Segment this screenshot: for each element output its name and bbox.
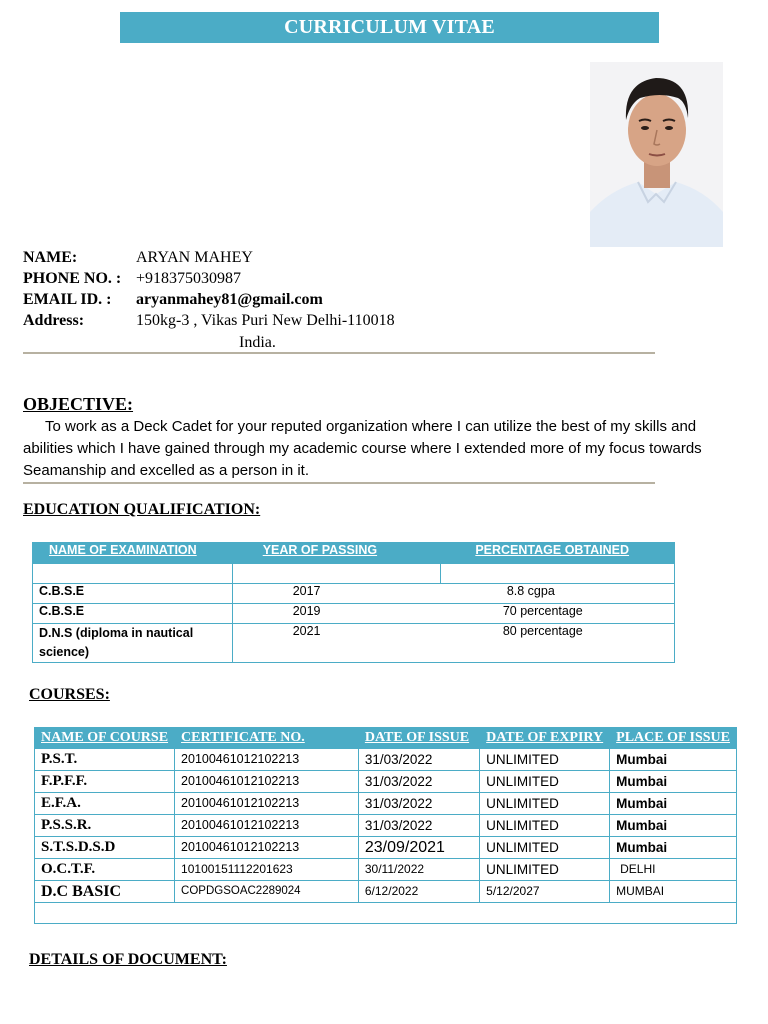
- divider: [23, 352, 655, 354]
- cv-title-banner: CURRICULUM VITAE: [120, 12, 659, 43]
- table-row: [33, 584, 675, 604]
- table-row: [35, 793, 737, 815]
- education-header-row: [33, 543, 675, 564]
- table-row: [35, 815, 737, 837]
- place-cell: Mumbai: [610, 749, 737, 771]
- expiry-date-cell: UNLIMITED: [480, 837, 610, 859]
- course-name-cell: E.F.A.: [35, 793, 175, 815]
- column-header-certificate: CERTIFICATE NO.: [175, 728, 359, 749]
- table-row: [35, 749, 737, 771]
- column-header-issue-date: DATE OF ISSUE: [358, 728, 479, 749]
- certificate-cell: 20100461012102213: [175, 793, 359, 815]
- course-name-cell: D.C BASIC: [35, 881, 175, 903]
- issue-date-cell: 31/03/2022: [358, 815, 479, 837]
- table-row: [33, 564, 675, 584]
- course-name-cell: S.T.S.D.S.D: [35, 837, 175, 859]
- education-table: [32, 542, 675, 663]
- percentage-cell: 80 percentage: [441, 624, 675, 663]
- person-photo-illustration: [590, 62, 723, 247]
- exam-cell: D.N.S (diploma in nautical science): [33, 624, 233, 663]
- divider: [23, 482, 655, 484]
- place-cell: Mumbai: [610, 815, 737, 837]
- course-name-cell: P.S.S.R.: [35, 815, 175, 837]
- certificate-cell: 20100461012102213: [175, 749, 359, 771]
- table-cell: [33, 564, 233, 584]
- column-header-year: YEAR OF PASSING: [232, 543, 441, 564]
- address-line-2: India.: [239, 334, 276, 351]
- place-cell: MUMBAI: [610, 881, 737, 903]
- table-row: [35, 771, 737, 793]
- personal-info: [23, 247, 483, 357]
- column-header-exam: NAME OF EXAMINATION: [33, 543, 233, 564]
- objective-heading: OBJECTIVE:: [23, 394, 134, 414]
- certificate-cell: COPDGSOAC2289024: [175, 881, 359, 903]
- year-cell: 2017: [232, 584, 441, 604]
- name-label: NAME:: [23, 249, 78, 266]
- phone-value: +918375030987: [136, 270, 242, 287]
- table-row: [33, 604, 675, 624]
- table-row: [35, 837, 737, 859]
- course-name-cell: P.S.T.: [35, 749, 175, 771]
- courses-header-row: [35, 728, 737, 749]
- course-name-cell: F.P.F.F.: [35, 771, 175, 793]
- table-row: [35, 903, 737, 924]
- table-row: [35, 859, 737, 881]
- percentage-cell: 8.8 cgpa: [441, 584, 675, 604]
- issue-date-cell: 31/03/2022: [358, 793, 479, 815]
- column-header-percentage: PERCENTAGE OBTAINED: [441, 543, 675, 564]
- issue-date-cell: 23/09/2021: [358, 837, 479, 859]
- exam-cell: C.B.S.E: [33, 584, 233, 604]
- place-cell: Mumbai: [610, 837, 737, 859]
- column-header-place: PLACE OF ISSUE: [610, 728, 737, 749]
- percentage-cell: 70 percentage: [441, 604, 675, 624]
- course-name-cell: O.C.T.F.: [35, 859, 175, 881]
- table-row: [35, 881, 737, 903]
- year-cell: 2021: [232, 624, 441, 663]
- education-heading: EDUCATION QUALIFICATION:: [23, 501, 261, 518]
- courses-table: [34, 727, 737, 924]
- issue-date-cell: 30/11/2022: [358, 859, 479, 881]
- issue-date-cell: 31/03/2022: [358, 771, 479, 793]
- expiry-date-cell: 5/12/2027: [480, 881, 610, 903]
- courses-heading: COURSES:: [29, 686, 110, 703]
- name-value: ARYAN MAHEY: [136, 249, 253, 266]
- table-cell: [441, 564, 675, 584]
- expiry-date-cell: UNLIMITED: [480, 859, 610, 881]
- expiry-date-cell: UNLIMITED: [480, 771, 610, 793]
- table-row: [33, 624, 675, 663]
- objective-text: [23, 416, 735, 482]
- place-cell: Mumbai: [610, 793, 737, 815]
- table-cell: [232, 564, 441, 584]
- certificate-cell: 20100461012102213: [175, 771, 359, 793]
- place-cell: Mumbai: [610, 771, 737, 793]
- documents-heading: DETAILS OF DOCUMENT:: [29, 951, 227, 968]
- column-header-course: NAME OF COURSE: [35, 728, 175, 749]
- issue-date-cell: 6/12/2022: [358, 881, 479, 903]
- profile-photo: [590, 62, 723, 247]
- email-value: aryanmahey81@gmail.com: [136, 291, 323, 308]
- place-cell: DELHI: [610, 859, 737, 881]
- email-label: EMAIL ID. :: [23, 291, 112, 308]
- issue-date-cell: 31/03/2022: [358, 749, 479, 771]
- expiry-date-cell: UNLIMITED: [480, 793, 610, 815]
- expiry-date-cell: UNLIMITED: [480, 815, 610, 837]
- column-header-expiry-date: DATE OF EXPIRY: [480, 728, 610, 749]
- empty-row-cell: [35, 903, 737, 924]
- certificate-cell: 10100151112201623: [175, 859, 359, 881]
- phone-label: PHONE NO. :: [23, 270, 122, 287]
- year-cell: 2019: [232, 604, 441, 624]
- address-line-1: 150kg-3 , Vikas Puri New Delhi-110018: [136, 312, 395, 329]
- objective-paragraph: To work as a Deck Cadet for your reputed organization where I can utilize the best of my skills and abilities which I have gained through my academic course where I extended more of my focus towards Seamanship and excelled as a person in it.: [23, 418, 702, 479]
- address-label: Address:: [23, 312, 85, 329]
- certificate-cell: 20100461012102213: [175, 837, 359, 859]
- exam-cell: C.B.S.E: [33, 604, 233, 624]
- expiry-date-cell: UNLIMITED: [480, 749, 610, 771]
- certificate-cell: 20100461012102213: [175, 815, 359, 837]
